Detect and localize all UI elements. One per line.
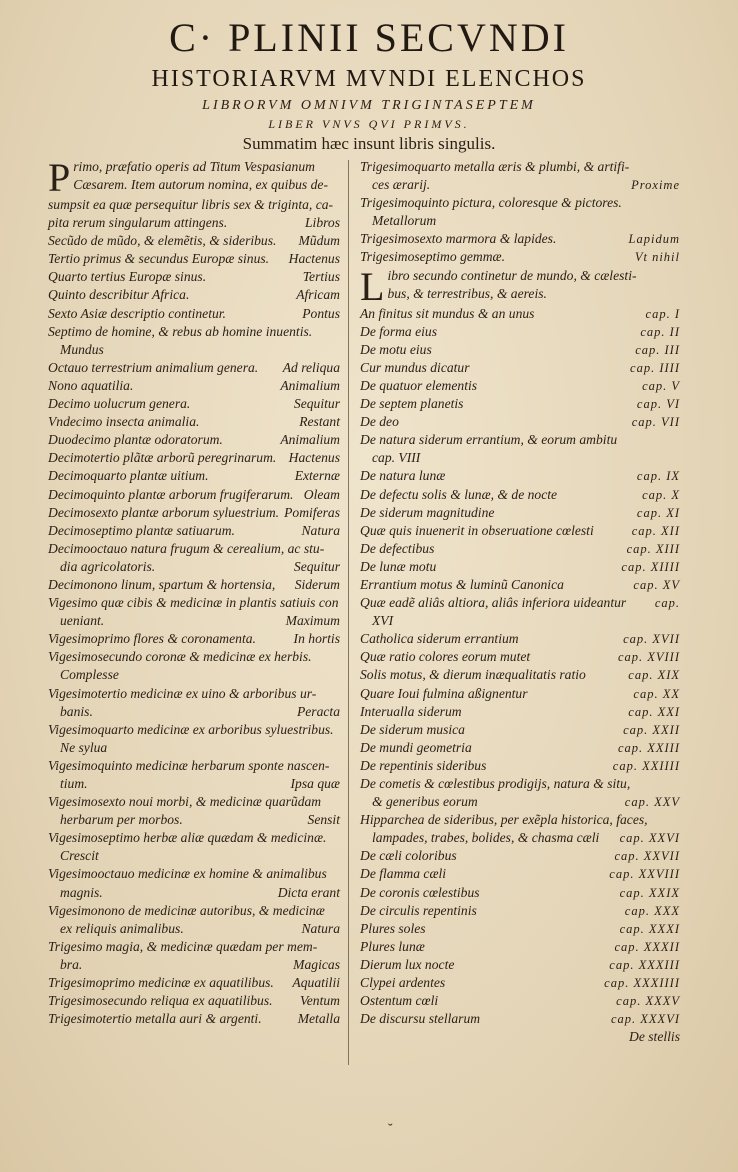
book-entry-text: Secũdo de mũdo, & elemẽtis, & sideribus. — [48, 233, 277, 249]
chapter-entry — [360, 847, 680, 865]
book-entry — [48, 558, 340, 576]
book-entry — [360, 194, 680, 212]
chapter-entry-text: De forma eius — [360, 323, 438, 339]
book-entry-text: Decimotertio plãtæ arborũ peregrinarum. — [48, 450, 277, 466]
book-entry-text: magnis. — [60, 884, 103, 900]
book-entry-text: Trigesimoquinto pictura, coloresque & pictores. — [360, 195, 622, 211]
book-entry-text: ces ærarij. — [372, 177, 431, 193]
book-entry — [48, 685, 340, 703]
chapter-entry-key: cap. XXIX — [619, 885, 680, 900]
chapter-entry-key: cap. XXIII — [617, 740, 680, 755]
book-entry-text: Decimoseptimo plantæ satiuarum. — [48, 522, 235, 538]
chapter-entry-text: cap. VIII — [372, 450, 421, 466]
chapter-entry — [360, 938, 680, 956]
book-entry — [48, 232, 340, 250]
book-entry — [48, 920, 340, 938]
book-entry — [360, 212, 680, 230]
book-entry-key: Sequitur — [293, 558, 340, 574]
heading-line-4: LIBER VNVS QVI PRIMVS. — [268, 117, 470, 131]
book-entry-key: Natura — [301, 522, 340, 538]
chapter-entry-key: cap. XXXII — [614, 939, 680, 954]
book-entry — [48, 847, 340, 865]
chapter-entry-text: De motu eius — [360, 341, 432, 357]
chapter-entry — [360, 865, 680, 883]
book-entry-text: Octauo terrestrium animalium genera. — [48, 359, 259, 375]
book-entry-text: Trigesimosexto marmora & lapides. — [360, 231, 557, 247]
chapter-entry-text: Ostentum cœli — [360, 993, 439, 1009]
book-entry-text: Vigesimotertio medicinæ ex uino & arboribus ur- — [48, 685, 317, 701]
chapter-entry — [360, 920, 680, 938]
book-entry-key: Hactenus — [288, 251, 340, 267]
chapter-entry-key: cap. II — [640, 324, 680, 339]
libro-line: bus, & terrestribus, & aereis. — [387, 285, 547, 301]
chapter-entry-key: cap. XV — [633, 577, 680, 592]
chapter-entry-text: Quæ eadẽ aliâs altiora, aliâs inferiora uideantur — [360, 595, 627, 611]
chapter-entry-text: De cæli coloribus — [360, 848, 457, 864]
heading-line-5: Summatim hæc insunt libris singulis. — [242, 134, 496, 153]
chapter-entry-text: De natura siderum errantium, & eorum ambitu — [360, 432, 618, 448]
chapter-entry — [360, 359, 680, 377]
chapter-entry-key: cap. XVIII — [617, 650, 680, 665]
book-entry — [48, 757, 340, 775]
book-entry-key: Oleam — [303, 486, 340, 502]
book-entry-text: Ne sylua — [60, 739, 108, 755]
book-entry-key: Pomiferas — [284, 504, 340, 520]
chapter-entry-key: cap. III — [635, 342, 680, 357]
book-entry — [48, 829, 340, 847]
chapter-entry-key: cap. XXV — [624, 795, 680, 810]
book-entry — [48, 1010, 340, 1028]
drop-cap: P — [48, 158, 71, 196]
chapter-entry-text: De lunæ motu — [360, 558, 437, 574]
intro-line: rimo, præfatio operis ad Titum Vespasianum — [73, 159, 315, 174]
book-entry-text: Vigesimoquinto medicinæ herbarum sponte nascen- — [48, 757, 330, 773]
chapter-entry — [360, 974, 680, 992]
chapter-entry-text: De defectu solis & lunæ, & de nocte — [360, 486, 558, 502]
book-entry — [48, 431, 340, 449]
chapter-entry-text: De defectibus — [360, 540, 435, 556]
chapter-entry — [360, 522, 680, 540]
book-entry-key: Maximum — [285, 613, 340, 629]
book-entry — [48, 522, 340, 540]
book-entry-key: Animalium — [280, 432, 340, 448]
book-entry — [48, 793, 340, 811]
chapter-entry-text: XVI — [372, 613, 394, 629]
book-entry-text: Quinto describitur Africa. — [48, 287, 190, 303]
book-entry — [48, 377, 340, 395]
book-entry-key: Hactenus — [288, 450, 340, 466]
book-entry — [360, 158, 680, 176]
chapter-entry-key: cap. XI — [636, 505, 680, 520]
book-entry — [48, 359, 340, 377]
intro-paragraph — [48, 158, 340, 196]
book-entry-key: Lapidum — [628, 232, 680, 247]
chapter-entry-key: cap. XXI — [628, 704, 680, 719]
chapter-entry — [360, 323, 680, 341]
chapter-entry-key: cap. — [654, 596, 680, 611]
book-entry-text: Quarto tertius Europæ sinus. — [48, 269, 207, 285]
chapter-entry-key: cap. X — [642, 487, 680, 502]
book-entry-text: Decimosexto plantæ arborum syluestrium. — [48, 504, 280, 520]
chapter-entry-text: Errantium motus & luminũ Canonica — [360, 576, 564, 592]
libro-line: ibro secundo continetur de mundo, & cælesti- — [387, 267, 637, 283]
book-entry-key: Pontus — [302, 305, 340, 321]
chapter-entry-text: De repentinis sideribus — [360, 757, 487, 773]
book-entry-text: Vigesimoquarto medicinæ ex arboribus syluestribus. — [48, 721, 334, 737]
book-entry-text: tium. — [60, 776, 88, 791]
chapter-entry — [360, 956, 680, 974]
book-entry-text: Decimonono linum, spartum & hortensia, — [48, 576, 276, 592]
book-entry — [48, 648, 340, 666]
book-entry-text: Complesse — [60, 667, 119, 683]
chapter-entry-key: cap. I — [645, 306, 680, 321]
book-entry-text: Trigesimoquarto metalla æris & plumbi, & artifi- — [360, 159, 630, 174]
book-entry — [48, 884, 340, 902]
chapter-entry-key: cap. XXIIII — [612, 758, 680, 773]
book-entry-text: Decimoquinto plantæ arborum frugiferarum. — [48, 486, 294, 502]
chapter-entry — [360, 467, 680, 485]
book-entry — [48, 341, 340, 359]
decorative-mark: ˘ — [388, 1122, 393, 1137]
book-entry — [48, 775, 340, 793]
chapter-entry-key: cap. VI — [636, 397, 680, 412]
column-divider — [348, 160, 349, 1065]
book-entry-text: Trigesimotertio metalla auri & argenti. — [48, 1011, 262, 1027]
chapter-entry — [360, 576, 680, 594]
chapter-entry-key: cap. XIII — [626, 541, 680, 556]
left-column — [48, 158, 340, 1028]
chapter-entry-text: Clypei ardentes — [360, 975, 446, 991]
book-entry — [48, 992, 340, 1010]
book-entry-text: ex reliquis animalibus. — [60, 920, 184, 936]
chapter-entry-text: De coronis cœlestibus — [360, 884, 480, 900]
book-entry-key: Aquatilii — [292, 975, 340, 991]
book-entry — [48, 974, 340, 992]
book-entry-text: Duodecimo plantæ odoratorum. — [48, 432, 223, 448]
book-entry — [48, 286, 340, 304]
chapter-entry-text: Plures lunæ — [360, 938, 425, 954]
book-entry-text: Tertio primus & secundus Europæ sinus. — [48, 251, 270, 267]
chapter-entry — [360, 739, 680, 757]
book-entry — [48, 250, 340, 268]
book-entry-text: Vndecimo insecta animalia. — [48, 414, 200, 430]
book-entry — [48, 305, 340, 323]
intro-line: Cæsarem. Item autorum nomina, ex quibus de- — [73, 177, 328, 193]
book-entry-text: Trigesimoseptimo gemmæ. — [360, 249, 506, 265]
book-entry-text: Trigesimoprimo medicinæ ex aquatilibus. — [48, 975, 274, 991]
book-entry-key: Tertius — [302, 269, 340, 285]
book-entry — [48, 865, 340, 883]
chapter-entry-text: Dierum lux nocte — [360, 956, 455, 972]
chapter-entry — [360, 721, 680, 739]
book-entry-key: Natura — [301, 920, 340, 936]
book-entry-text: Vigesimoprimo flores & coronamenta. — [48, 631, 256, 647]
chapter-entry — [360, 630, 680, 648]
book-entry-key: Siderum — [294, 576, 340, 592]
chapter-entry — [360, 395, 680, 413]
page-title: C· PLINII SECVNDI — [169, 15, 569, 60]
book-entry-key: Metalla — [297, 1011, 340, 1027]
chapter-entry-key: cap. XXVII — [614, 849, 680, 864]
book-entry-key: Mũdum — [298, 233, 340, 249]
chapter-entry-text: Solis motus, & dierum inæqualitatis ratio — [360, 667, 586, 683]
chapter-entry-key: cap. XXVI — [619, 831, 680, 846]
chapter-entry-key: cap. IIII — [630, 360, 680, 375]
book-entry — [48, 576, 340, 594]
book-entry — [48, 540, 340, 558]
chapter-entry — [360, 703, 680, 721]
chapter-entry-key: cap. IX — [636, 469, 680, 484]
book-entry — [48, 395, 340, 413]
book-entry — [48, 630, 340, 648]
book-entry-text: Vigesimonono de medicinæ autoribus, & medicinæ — [48, 902, 325, 918]
chapter-entry — [360, 449, 680, 467]
chapter-entry — [360, 431, 680, 449]
book-entry-text: Mundus — [60, 341, 104, 357]
book-entry-text: Septimo de homine, & rebus ab homine inuentis. — [48, 323, 313, 339]
book-entry-text: Crescit — [60, 848, 99, 864]
book-entry-key: Externæ — [294, 468, 340, 484]
book-entry-text: Vigesimosecundo coronæ & medicinæ ex herbis. — [48, 649, 312, 665]
chapter-entry — [360, 685, 680, 703]
book-entry — [48, 323, 340, 341]
book-entry — [360, 176, 680, 194]
book-entry-text: Vigesimooctauo medicinæ ex homine & animalibus — [48, 866, 327, 882]
chapter-entry-key: cap. XXXI — [619, 921, 680, 936]
book-entry-key: Animalium — [280, 377, 340, 393]
chapter-entry-text: De septem planetis — [360, 396, 464, 412]
book-entry — [360, 248, 680, 266]
book-entry — [48, 612, 340, 630]
chapter-entry — [360, 793, 680, 811]
chapter-entry-text: & generibus eorum — [372, 794, 478, 810]
chapter-entry — [360, 666, 680, 684]
book-entry-text: Metallorum — [372, 213, 437, 229]
chapter-entry-text: De natura lunæ — [360, 468, 446, 484]
book-entry-text: Vigesimosexto noui morbi, & medicinæ quarũdam — [48, 794, 322, 810]
intro-line: pita rerum singularum attingens. — [48, 215, 228, 231]
chapter-entry-key: cap. XXXIII — [609, 957, 680, 972]
book-entry — [360, 230, 680, 248]
book-entry-key: Sequitur — [293, 396, 340, 412]
chapter-entry-text: Quæ ratio colores eorum mutet — [360, 649, 531, 665]
book-entry-key: In hortis — [293, 631, 340, 647]
book-entry-key: Ad reliqua — [282, 359, 340, 375]
chapter-entry-text: Catholica siderum errantium — [360, 631, 519, 647]
book-entry — [48, 467, 340, 485]
book-entry-key: Proxime — [631, 178, 680, 193]
chapter-entry — [360, 558, 680, 576]
chapter-entry — [360, 811, 680, 829]
chapter-entry-text: Interualla siderum — [360, 703, 462, 719]
book-entry-text: dia agricolatoris. — [60, 558, 156, 574]
book-entry — [48, 504, 340, 522]
chapter-entry — [360, 540, 680, 558]
chapter-entry — [360, 757, 680, 775]
book-entry — [48, 268, 340, 286]
chapter-entry-text: De quatuor elementis — [360, 377, 478, 393]
catchword-end: De stellis — [629, 1029, 680, 1045]
chapter-entry — [360, 377, 680, 395]
chapter-entry-text: Plures soles — [360, 920, 426, 936]
chapter-entry — [360, 341, 680, 359]
book-entry-key: Vt nihil — [634, 250, 680, 265]
book-entry-text: Decimo uolucrum genera. — [48, 396, 191, 412]
chapter-entry-key: cap. XXXVI — [610, 1012, 680, 1027]
book-entry — [48, 721, 340, 739]
chapter-entry — [360, 486, 680, 504]
book-entry — [48, 739, 340, 757]
book-entry-text: Nono aquatilia. — [48, 377, 134, 393]
chapter-entry-text: An finitus sit mundus & an unus — [360, 305, 535, 321]
chapter-entry-key: cap. XXVIII — [609, 867, 680, 882]
chapter-entry — [360, 902, 680, 920]
chapter-entry-text: Quare Ioui fulmina aßignentur — [360, 685, 528, 701]
book-entry — [48, 594, 340, 612]
chapter-entry-key: cap. XIIII — [621, 559, 680, 574]
chapter-entry — [360, 775, 680, 793]
libro-paragraph — [360, 267, 680, 305]
chapter-entry — [360, 612, 680, 630]
book-entry-text: Sexto Asiæ descriptio continetur. — [48, 305, 226, 321]
chapter-entry-key: cap. XXII — [623, 722, 680, 737]
chapter-entry-text: De discursu stellarum — [360, 1011, 481, 1027]
chapter-entry-key: cap. XXXV — [616, 994, 680, 1009]
chapter-entry — [360, 992, 680, 1010]
chapter-entry — [360, 305, 680, 323]
book-entry-key: Ventum — [299, 993, 340, 1009]
right-column — [360, 158, 680, 1046]
chapter-entry — [360, 829, 680, 847]
book-entry-text: Trigesimosecundo reliqua ex aquatilibus. — [48, 993, 273, 1009]
book-entry-text: Vigesimoseptimo herbæ aliæ quædam & medicinæ. — [48, 830, 327, 846]
book-entry — [48, 449, 340, 467]
book-entry-key: Ipsa quæ — [290, 776, 340, 791]
book-entry-key: Dicta erant — [277, 884, 340, 900]
catchword: Libros — [304, 215, 340, 231]
chapter-entry-text: De flamma cæli — [360, 866, 447, 882]
chapter-entry-key: cap. XXX — [624, 903, 680, 918]
book-entry — [48, 666, 340, 684]
book-entry — [48, 938, 340, 956]
chapter-entry-key: cap. XIX — [628, 668, 680, 683]
chapter-entry-key: cap. V — [642, 378, 680, 393]
intro-line: sumpsit ea quæ persequitur libris sex & triginta, ca- — [48, 197, 334, 212]
book-entry-text: ueniant. — [60, 613, 105, 629]
chapter-entry — [360, 648, 680, 666]
chapter-entry — [360, 594, 680, 612]
chapter-entry-key: cap. VII — [631, 415, 680, 430]
chapter-entry-text: Quæ quis inuenerit in obseruatione cœlesti — [360, 522, 594, 538]
book-entry-key: Sensit — [307, 812, 340, 828]
book-entry-text: banis. — [60, 703, 93, 719]
chapter-entry-text: Hipparchea de sideribus, per exẽpla historica, faces, — [360, 812, 648, 828]
chapter-entry-text: De deo — [360, 414, 399, 430]
chapter-entry-key: cap. XII — [631, 523, 680, 538]
book-entry-key: Africam — [296, 287, 340, 303]
book-entry-text: Decimooctauo natura frugum & cerealium, ac stu- — [48, 540, 325, 556]
drop-cap: L — [360, 266, 385, 305]
chapter-entry-key: cap. XX — [633, 686, 680, 701]
chapter-entry-key: cap. XXXIIII — [604, 976, 680, 991]
chapter-entry-text: De mundi geometria — [360, 739, 472, 755]
book-entry-text: Trigesimo magia, & medicinæ quædam per mem- — [48, 938, 318, 954]
book-entry-text: Vigesimo quæ cibis & medicinæ in plantis satiuis con — [48, 595, 339, 611]
book-entry — [48, 902, 340, 920]
book-entry — [48, 486, 340, 504]
book-entry-key: Peracta — [296, 703, 340, 719]
book-entry-text: herbarum per morbos. — [60, 812, 183, 828]
book-entry-key: Restant — [299, 414, 340, 430]
heading-line-3: LIBRORVM OMNIVM TRIGINTASEPTEM — [202, 98, 536, 113]
chapter-entry — [360, 1010, 680, 1028]
book-entry — [48, 956, 340, 974]
book-entry-text: bra. — [60, 956, 83, 972]
chapter-entry-key: cap. XVII — [623, 632, 680, 647]
chapter-entry-text: lampades, trabes, bolides, & chasma cæli — [372, 830, 600, 846]
book-entry — [48, 413, 340, 431]
book-entry-text: Decimoquarto plantæ uitium. — [48, 468, 209, 484]
chapter-entry-text: De circulis repentinis — [360, 902, 477, 918]
chapter-entry — [360, 504, 680, 522]
chapter-entry — [360, 413, 680, 431]
page-subtitle: HISTORIARVM MVNDI ELENCHOS — [151, 66, 587, 92]
chapter-entry — [360, 884, 680, 902]
book-entry — [48, 703, 340, 721]
chapter-entry-text: De siderum musica — [360, 721, 465, 737]
book-entry — [48, 811, 340, 829]
book-entry-key: Magicas — [293, 956, 340, 972]
chapter-entry-text: De cometis & cœlestibus prodigijs, natura & situ, — [360, 776, 631, 791]
chapter-entry-text: De siderum magnitudine — [360, 504, 495, 520]
chapter-entry-text: Cur mundus dicatur — [360, 359, 470, 375]
